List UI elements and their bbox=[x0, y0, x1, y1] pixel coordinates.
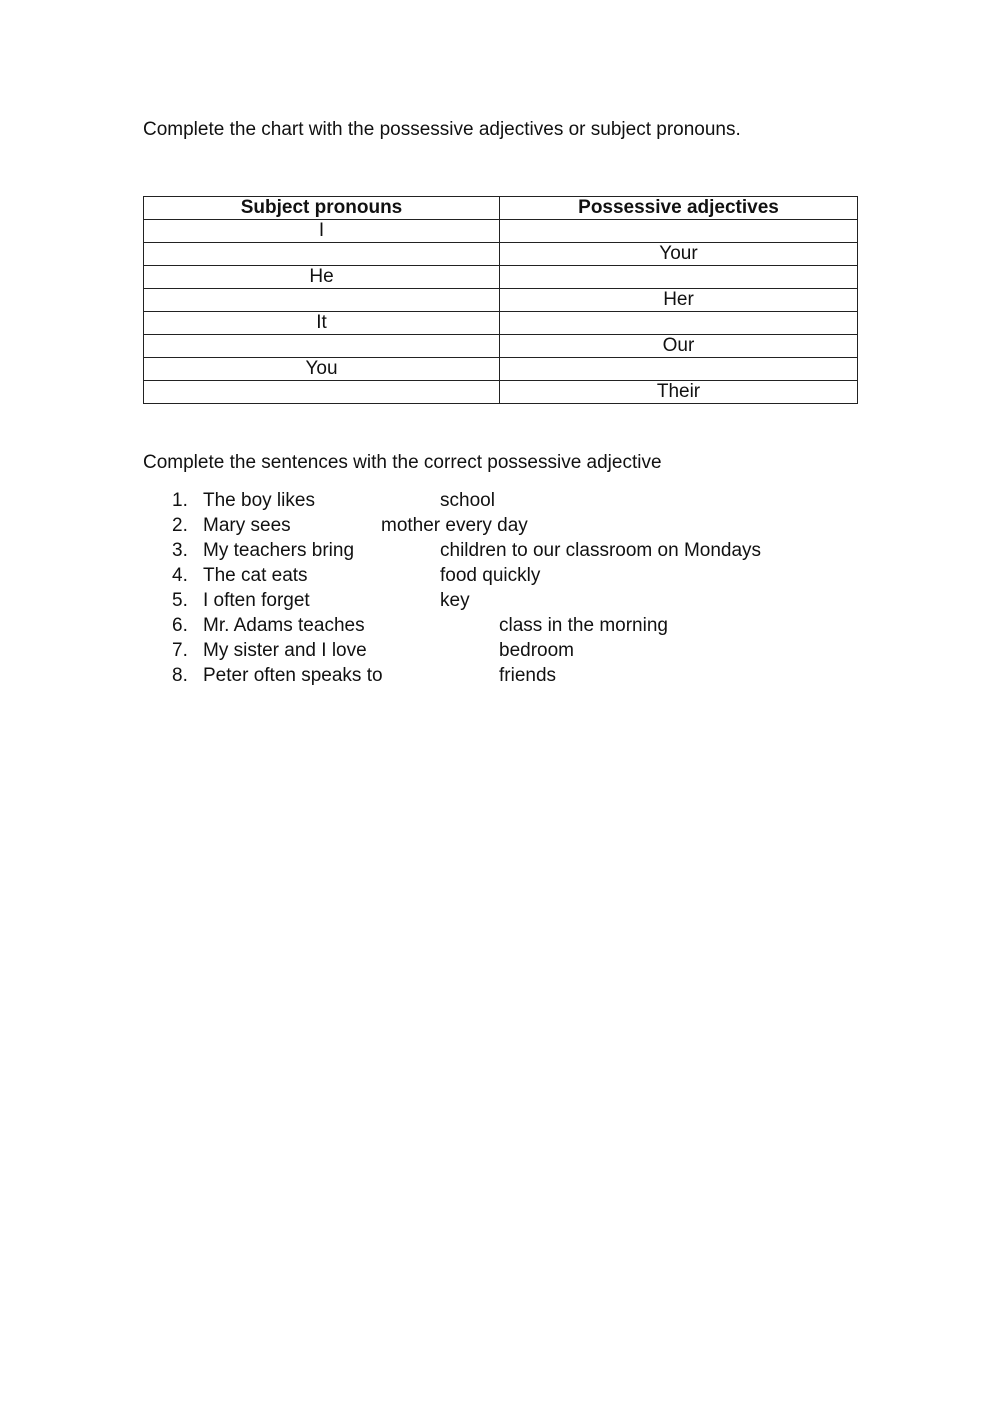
possessive-adjective-cell bbox=[500, 312, 858, 335]
possessive-adjective-cell bbox=[500, 266, 858, 289]
sentence-start: My sister and I love bbox=[203, 640, 367, 661]
sentence-end: class in the morning bbox=[499, 615, 668, 636]
sentence-start: The cat eats bbox=[203, 565, 308, 586]
chart-row bbox=[144, 289, 858, 312]
sentence-item bbox=[0, 663, 1000, 688]
sentence-number: 8. bbox=[172, 665, 188, 686]
sentence-list bbox=[0, 488, 1000, 688]
sentence-end: key bbox=[440, 590, 470, 611]
chart-row bbox=[144, 220, 858, 243]
subject-pronoun-cell bbox=[144, 289, 500, 312]
sentence-end: mother every day bbox=[381, 515, 528, 536]
sentence-end: food quickly bbox=[440, 565, 541, 586]
chart-row bbox=[144, 312, 858, 335]
chart-row bbox=[144, 243, 858, 266]
sentence-item bbox=[0, 613, 1000, 638]
sentence-end: friends bbox=[499, 665, 557, 686]
chart-row bbox=[144, 358, 858, 381]
header-possessive-adjectives: Possessive adjectives bbox=[500, 197, 858, 220]
possessive-adjective-cell: Our bbox=[500, 335, 858, 358]
sentences-instruction: Complete the sentences with the correct possessive adjective bbox=[143, 452, 662, 473]
subject-pronoun-cell bbox=[144, 381, 500, 404]
sentence-item bbox=[0, 538, 1000, 563]
sentence-number: 1. bbox=[172, 490, 188, 511]
sentence-end: bedroom bbox=[499, 640, 574, 661]
possessive-adjective-cell bbox=[500, 358, 858, 381]
sentence-item bbox=[0, 588, 1000, 613]
subject-pronoun-cell: He bbox=[144, 266, 500, 289]
possessive-adjective-cell: Her bbox=[500, 289, 858, 312]
possessive-adjective-cell: Their bbox=[500, 381, 858, 404]
sentence-item bbox=[0, 563, 1000, 588]
sentence-start: My teachers bring bbox=[203, 540, 355, 561]
sentence-end: school bbox=[440, 490, 495, 511]
subject-pronoun-cell bbox=[144, 243, 500, 266]
chart-row bbox=[144, 266, 858, 289]
sentence-item bbox=[0, 488, 1000, 513]
chart-row bbox=[144, 381, 858, 404]
pronoun-chart bbox=[143, 196, 858, 404]
subject-pronoun-cell: You bbox=[144, 358, 500, 381]
subject-pronoun-cell: I bbox=[144, 220, 500, 243]
sentence-number: 7. bbox=[172, 640, 188, 661]
sentence-start: The boy likes bbox=[203, 490, 315, 511]
sentence-number: 4. bbox=[172, 565, 188, 586]
sentence-number: 6. bbox=[172, 615, 188, 636]
sentence-number: 2. bbox=[172, 515, 188, 536]
sentence-end: children to our classroom on Mondays bbox=[440, 540, 762, 561]
subject-pronoun-cell: It bbox=[144, 312, 500, 335]
chart-header-row bbox=[144, 197, 858, 220]
subject-pronoun-cell bbox=[144, 335, 500, 358]
possessive-adjective-cell bbox=[500, 220, 858, 243]
sentence-start: Mary sees bbox=[203, 515, 291, 536]
chart-instruction: Complete the chart with the possessive adjectives or subject pronouns. bbox=[143, 119, 741, 140]
chart-row bbox=[144, 335, 858, 358]
sentence-start: Peter often speaks to bbox=[203, 665, 383, 686]
sentence-number: 3. bbox=[172, 540, 188, 561]
possessive-adjective-cell: Your bbox=[500, 243, 858, 266]
header-subject-pronouns: Subject pronouns bbox=[144, 197, 500, 220]
sentence-item bbox=[0, 513, 1000, 538]
sentence-start: Mr. Adams teaches bbox=[203, 615, 365, 636]
sentence-start: I often forget bbox=[203, 590, 310, 611]
sentence-item bbox=[0, 638, 1000, 663]
sentence-number: 5. bbox=[172, 590, 188, 611]
